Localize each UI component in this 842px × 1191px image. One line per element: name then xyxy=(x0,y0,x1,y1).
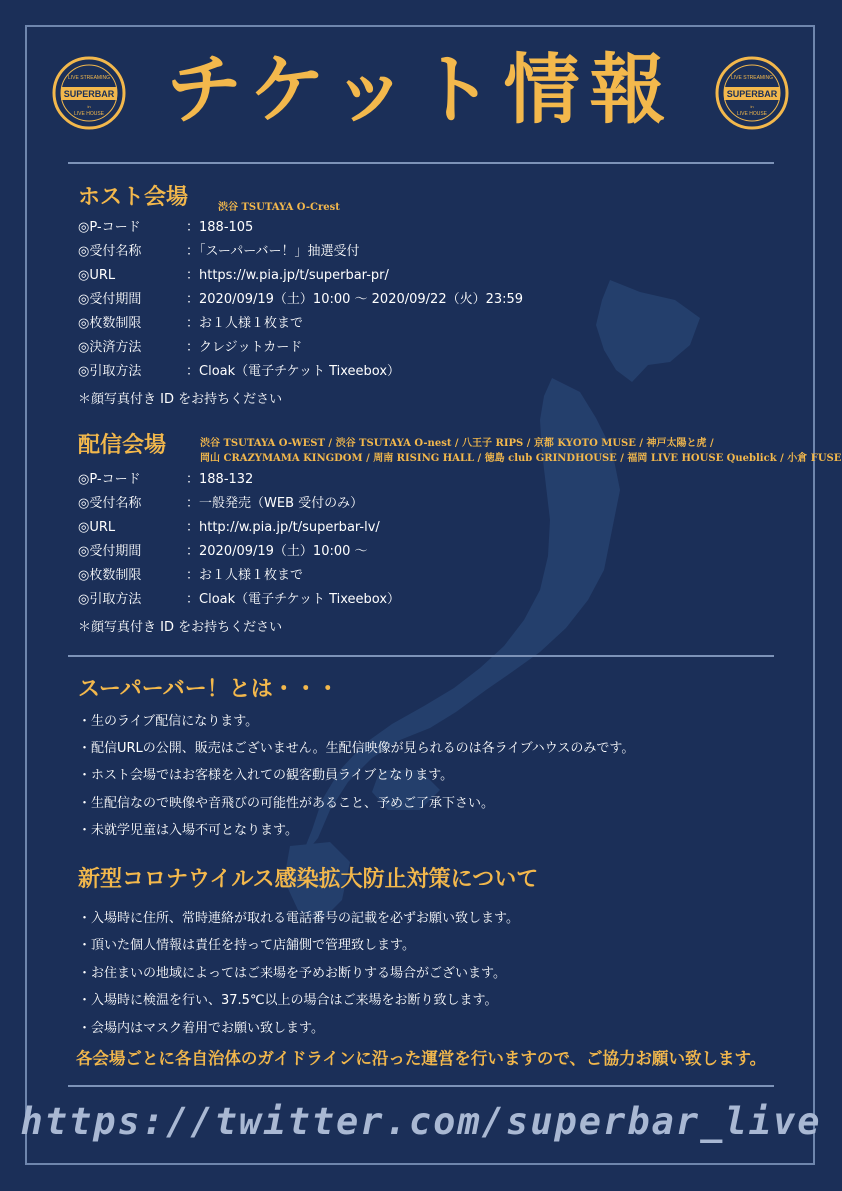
row-key: ◎枚数制限 xyxy=(78,316,142,331)
stream-heading: 配信会場 xyxy=(78,432,167,458)
host-heading: ホスト会場 xyxy=(78,184,189,210)
logo-bottom-text: LIVE HOUSE xyxy=(736,111,768,117)
about-item: ・未就学児童は入場不可となります。 xyxy=(78,823,298,838)
corona-item: ・入場時に検温を行い、37.5℃以上の場合はご来場をお断り致します。 xyxy=(78,993,498,1008)
logo-top-text: LIVE STREAMING xyxy=(731,75,773,81)
corona-heading: 新型コロナウイルス感染拡大防止対策について xyxy=(78,866,539,892)
row-key: ◎決済方法 xyxy=(78,340,142,355)
row-value: ：188-105 xyxy=(186,220,254,235)
row-value: ：2020/09/19（土）10:00 ～ xyxy=(186,544,368,559)
divider-middle xyxy=(68,655,774,657)
about-item: ・ホスト会場ではお客様を入れての観客動員ライブとなります。 xyxy=(78,768,454,783)
about-heading: スーパーバー！とは・・・ xyxy=(78,676,339,702)
row-value: ：Cloak（電子チケット Tixeebox） xyxy=(186,364,401,379)
page-title: チケット情報 xyxy=(166,45,676,134)
row-key: ◎引取方法 xyxy=(78,364,142,379)
row-value: ：お１人様１枚まで xyxy=(186,316,304,331)
about-item: ・生配信なので映像や音飛びの可能性があること、予めご了承下さい。 xyxy=(78,796,495,811)
row-key: ◎P-コード xyxy=(78,220,141,235)
row-key: ◎受付期間 xyxy=(78,544,142,559)
stream-url[interactable]: ：http://w.pia.jp/t/superbar-lv/ xyxy=(186,520,380,535)
row-key: ◎枚数制限 xyxy=(78,568,142,583)
row-value: ：お１人様１枚まで xyxy=(186,568,304,583)
stream-note: ＊顔写真付き ID をお持ちください xyxy=(78,620,283,635)
row-value: ：一般発売（WEB 受付のみ） xyxy=(186,496,364,511)
logo-center-text: SUPERBAR xyxy=(63,89,115,99)
row-key: ◎URL xyxy=(78,520,116,535)
row-key: ◎引取方法 xyxy=(78,592,142,607)
host-note: ＊顔写真付き ID をお持ちください xyxy=(78,392,283,407)
row-key: ◎受付期間 xyxy=(78,292,142,307)
row-value: ：クレジットカード xyxy=(186,340,303,355)
row-key: ◎URL xyxy=(78,268,116,283)
closing-message: 各会場ごとに各自治体のガイドラインに沿った運営を行いますので、ご協力お願い致します。 xyxy=(75,1049,767,1068)
logo-center-text: SUPERBAR xyxy=(726,89,778,99)
corona-item: ・会場内はマスク着用でお願い致します。 xyxy=(78,1021,324,1036)
row-key: ◎P-コード xyxy=(78,472,141,487)
row-value: ：「スーパーバー！」抽選受付 xyxy=(186,244,360,259)
logo-top-text: LIVE STREAMING xyxy=(68,75,110,81)
corona-item: ・頂いた個人情報は責任を持って店舗側で管理致します。 xyxy=(78,938,415,953)
corona-item: ・お住まいの地域によってはご来場を予めお断りする場合がございます。 xyxy=(78,966,506,981)
logo-bottom-text: LIVE HOUSE xyxy=(73,111,105,117)
logo-small-text: in xyxy=(750,104,754,109)
stream-venues-line1: 渋谷 TSUTAYA O-WEST / 渋谷 TSUTAYA O-nest / 八王子 RIPS / 京都 KYOTO MUSE / 神戸太陽と虎 / xyxy=(200,438,714,449)
divider-bottom xyxy=(68,1085,774,1087)
row-value: ：Cloak（電子チケット Tixeebox） xyxy=(186,592,401,607)
row-value: ：188-132 xyxy=(186,472,254,487)
host-url[interactable]: ：https://w.pia.jp/t/superbar-pr/ xyxy=(186,268,389,283)
row-key: ◎受付名称 xyxy=(78,496,142,511)
corona-item: ・入場時に住所、常時連絡が取れる電話番号の記載を必ずお願い致します。 xyxy=(78,911,519,926)
row-key: ◎受付名称 xyxy=(78,244,142,259)
divider-top xyxy=(68,162,774,164)
about-item: ・生のライブ配信になります。 xyxy=(78,714,259,729)
twitter-link[interactable]: https://twitter.com/superbar_live xyxy=(20,1100,822,1143)
host-venue: 渋谷 TSUTAYA O-Crest xyxy=(218,202,340,213)
stream-venues-line2: 岡山 CRAZYMAMA KINGDOM / 周南 RISING HALL / 徳島 club GRINDHOUSE / 福岡 LIVE HOUSE Queblick / 小倉 FUSE xyxy=(200,453,842,464)
logo-small-text: in xyxy=(87,104,91,109)
about-item: ・配信URLの公開、販売はございません。生配信映像が見られるのは各ライブハウスのみです。 xyxy=(78,741,635,756)
row-value: ：2020/09/19（土）10:00 ～ 2020/09/22（火）23:59 xyxy=(186,292,524,307)
